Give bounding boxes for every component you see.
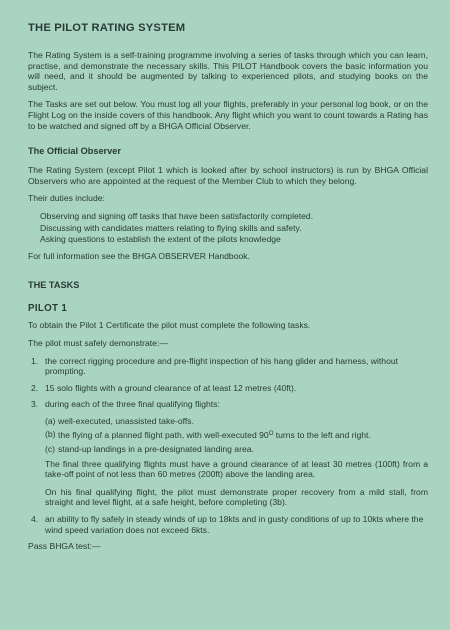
task-text: during each of the three final qualifying flights:: [45, 399, 220, 410]
duty-item: Asking questions to establish the extent of the pilots knowledge: [40, 234, 281, 245]
subtask-letter: (c): [45, 444, 56, 455]
duties-intro: Their duties include:: [28, 193, 105, 204]
task-number: 4.: [31, 514, 39, 525]
subtask-letter: (b): [45, 429, 56, 440]
task-number: 1.: [31, 355, 39, 366]
tasks-heading: THE TASKS: [28, 280, 80, 291]
page-title: THE PILOT RATING SYSTEM: [28, 22, 186, 34]
task-item: [28, 356, 428, 377]
duty-item: Discussing with candidates matters relating to flying skills and safety.: [40, 222, 302, 233]
pass-test-label: Pass BHGA test:—: [28, 541, 101, 552]
subtask-list: [45, 416, 428, 455]
handbook-page: [28, 22, 428, 559]
pilot1-heading: PILOT 1: [28, 303, 68, 315]
task-number: 2.: [31, 382, 39, 393]
degree-mark: O: [268, 431, 274, 438]
task-text: 15 solo flights with a ground clearance of at least 12 metres (40ft).: [45, 382, 297, 393]
observer-paragraph: The Rating System (except Pilot 1 which is looked after by school instructors) is run by BHGA Official Observers who are appointed at the request of the Member Club to which they belong.: [28, 165, 428, 186]
qualifying-note-1: The final three qualifying flights must have a ground clearance of at least 30 metres (100ft) from a take-off point of not less than 60 metres (200ft) above the landing area.: [45, 458, 428, 480]
task-item: [28, 383, 428, 394]
pilot1-demonstrate: The pilot must safely demonstrate:—: [28, 337, 168, 348]
task-text: an ability to fly safely in steady winds of up to 18kts and in gusty conditions of up to 10kts where the wind speed variation does not exceed 6kts.: [45, 514, 424, 535]
subtask-item: [45, 429, 428, 441]
subtask-text: stand-up landings in a pre-designated landing area.: [58, 444, 254, 455]
task-number: 3.: [31, 399, 39, 410]
task-item: [28, 399, 428, 508]
task-text: the correct rigging procedure and pre-flight inspection of his hang glider and harness, without prompting.: [45, 355, 399, 377]
duty-item: Observing and signing off tasks that have been satisfactorily completed.: [40, 210, 314, 221]
pilot1-intro: To obtain the Pilot 1 Certificate the pilot must complete the following tasks.: [28, 320, 311, 331]
subtask-item: [45, 416, 428, 427]
observer-footer: For full information see the BHGA OBSERVER Handbook.: [28, 250, 250, 261]
subtask-item: [45, 444, 428, 455]
subtask-text: the flying of a planned flight path, with well-executed $90^O$ turns to the left and right.: [58, 430, 371, 441]
task-list: [28, 356, 428, 536]
intro-paragraph-1: The Rating System is a self-training programme involving a series of tasks through which you can learn, practise, and demonstrate the necessary skills. This PILOT Handbook covers the basic information you will need, and it should be augmented by talking to experienced pilots, and studying books on the subject.: [28, 50, 428, 92]
subtask-letter: (a): [45, 415, 56, 426]
intro-paragraph-2: The Tasks are set out below. You must log all your flights, preferably in your personal log book, or on the Flight Log on the inside covers of this handbook. Any flight which you want to count towards a Rating has to be watched and signed off by a BHGA Official Observer.: [28, 99, 428, 131]
task-item: [28, 514, 428, 535]
qualifying-note-2: On his final qualifying flight, the pilot must demonstrate proper recovery from a mild stall, from straight and level flight, at a safe height, before completing (3b).: [45, 486, 428, 508]
duties-list: [40, 211, 428, 245]
subtask-text: well-executed, unassisted take-offs.: [58, 415, 194, 426]
observer-heading: The Official Observer: [28, 146, 121, 157]
